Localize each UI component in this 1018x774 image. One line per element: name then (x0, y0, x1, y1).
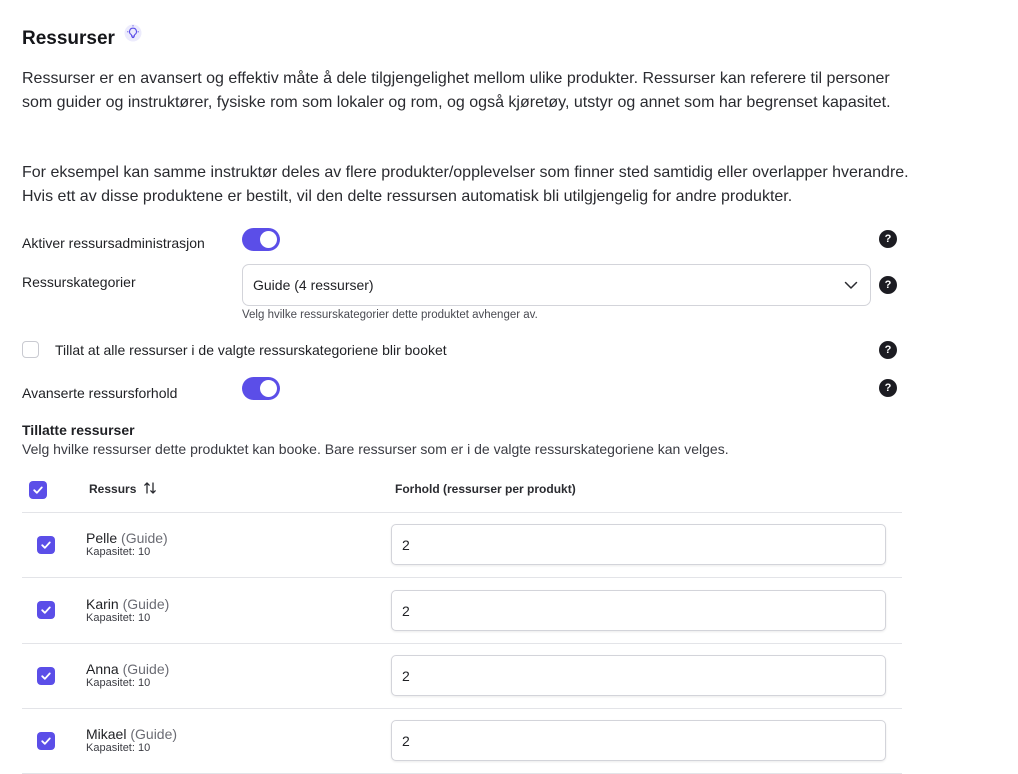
ratio-input[interactable] (391, 524, 886, 565)
enable-resources-toggle[interactable] (242, 228, 280, 251)
allowed-resources-title: Tillatte ressurser (22, 422, 135, 438)
section-description: Ressurser er en avansert og effektiv måte å dele tilgjengelighet mellom ulike produkter. Ressurser kan referere til personer som guider og instruktører, fysiske rom som lokaler og rom, og også kjøretøy, utstyr og annet som har begrenset kapasitet. (22, 70, 891, 111)
resource-categories-help: Velg hvilke ressurskategorier dette produktet avhenger av. (242, 309, 538, 321)
resource-categories-select[interactable] (242, 264, 871, 306)
resource-capacity: Kapasitet: 10 (86, 742, 151, 754)
resource-name-text: Pelle (86, 530, 118, 546)
chevron-down-icon (843, 277, 859, 293)
allow-all-checkbox[interactable] (22, 341, 39, 358)
check-icon (32, 484, 44, 496)
ratio-input[interactable] (391, 590, 886, 631)
resource-name (86, 661, 169, 677)
resource-category: (Guide) (122, 661, 170, 677)
column-header-resource[interactable]: Ressurs (89, 482, 137, 496)
section-example: For eksempel kan samme instruktør deles av flere produkter/opplevelser som finner sted samtidig eller overlapper hverandre. Hvis ett av disse produktene er bestilt, vil den delte ressursen automatisk bli utilgjengelig for andre produkter. (22, 164, 909, 205)
check-icon (40, 539, 52, 551)
page-title: Ressurser (22, 28, 115, 49)
resource-name-text: Karin (86, 596, 119, 612)
resource-name-text: Mikael (86, 726, 127, 742)
ratio-input[interactable] (391, 655, 886, 696)
row-divider (22, 577, 902, 578)
check-icon (40, 604, 52, 616)
resource-categories-label: Ressurskategorier (22, 274, 136, 290)
resource-checkbox[interactable] (37, 667, 55, 685)
toggle-knob (260, 231, 277, 248)
resource-checkbox[interactable] (37, 601, 55, 619)
sort-arrows-icon[interactable] (143, 480, 157, 496)
resource-categories-value: Guide (4 ressurser) (253, 277, 374, 293)
resource-capacity: Kapasitet: 10 (86, 612, 151, 624)
resource-category: (Guide) (122, 596, 170, 612)
resource-capacity: Kapasitet: 10 (86, 677, 151, 689)
help-icon[interactable]: ? (879, 230, 897, 248)
enable-resources-label: Aktiver ressursadministrasjon (22, 235, 205, 251)
help-icon[interactable]: ? (879, 276, 897, 294)
column-header-ratio: Forhold (ressurser per produkt) (395, 482, 576, 496)
resource-name (86, 726, 177, 742)
row-divider (22, 643, 902, 644)
allow-all-label: Tillat at alle ressurser i de valgte ressurskategoriene blir booket (55, 342, 447, 358)
resource-name (86, 596, 169, 612)
check-icon (40, 670, 52, 682)
resource-capacity: Kapasitet: 10 (86, 546, 151, 558)
toggle-knob (260, 380, 277, 397)
resource-category: (Guide) (130, 726, 178, 742)
resource-checkbox[interactable] (37, 536, 55, 554)
resource-name-text: Anna (86, 661, 119, 677)
resource-checkbox[interactable] (37, 732, 55, 750)
row-divider (22, 708, 902, 709)
lightbulb-icon[interactable] (124, 24, 142, 44)
help-icon[interactable]: ? (879, 341, 897, 359)
ratio-input[interactable] (391, 720, 886, 761)
resource-name (86, 530, 168, 546)
allowed-resources-description: Velg hvilke ressurser dette produktet kan booke. Bare ressurser som er i de valgte ressurskategoriene kan velges. (22, 441, 729, 457)
advanced-ratios-label: Avanserte ressursforhold (22, 385, 178, 401)
check-icon (40, 735, 52, 747)
section-header (22, 18, 142, 50)
table-divider (22, 512, 902, 513)
advanced-ratios-toggle[interactable] (242, 377, 280, 400)
help-icon[interactable]: ? (879, 379, 897, 397)
resource-category: (Guide) (121, 530, 168, 546)
select-all-checkbox[interactable] (29, 481, 47, 499)
